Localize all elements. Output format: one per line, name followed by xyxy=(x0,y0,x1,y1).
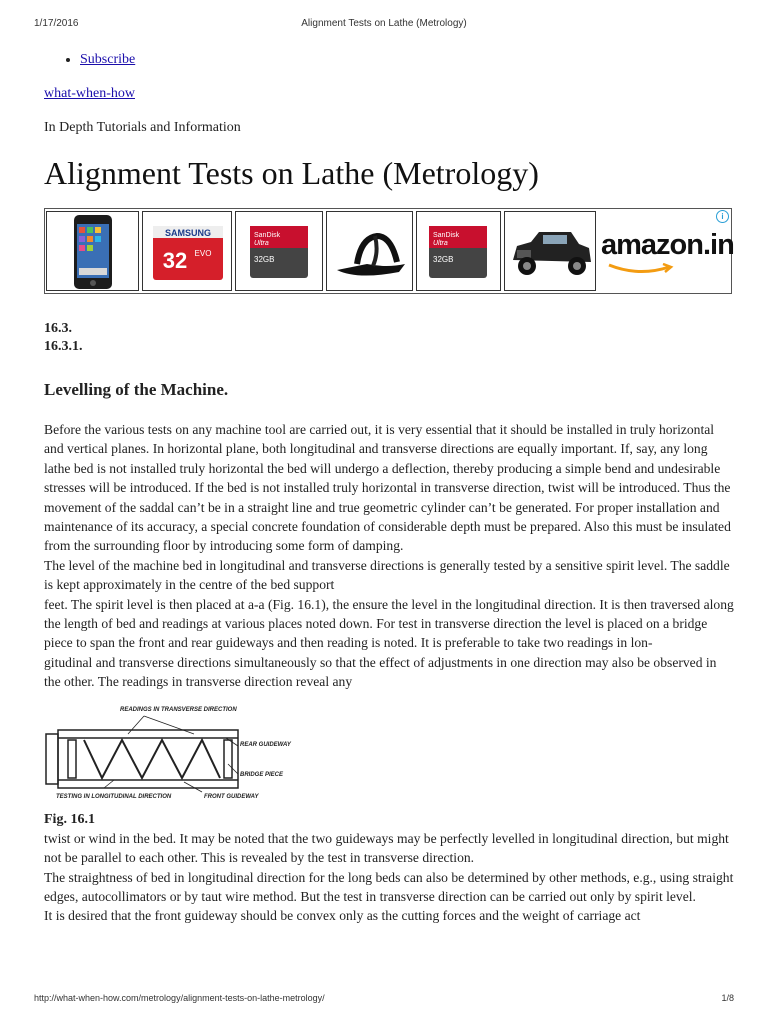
memory-card-icon xyxy=(236,212,323,291)
subscribe-link[interactable]: Subscribe xyxy=(80,52,136,67)
ad-sandal[interactable] xyxy=(326,211,413,291)
page-content xyxy=(44,52,734,926)
ad-sandisk-card[interactable] xyxy=(235,211,323,291)
subsection-number: 16.3.1. xyxy=(44,339,83,354)
sandisk-capacity: 32GB xyxy=(433,255,454,264)
site-name-link[interactable]: what-when-how xyxy=(44,86,135,101)
samsung-capacity: 32 xyxy=(162,248,188,273)
label-front-guideway: FRONT GUIDEWAY xyxy=(204,793,259,800)
section-heading: Levelling of the Machine. xyxy=(44,380,229,399)
samsung-model: EVO xyxy=(194,249,212,258)
subscribe-list xyxy=(44,52,734,68)
amazon-logo[interactable]: amazon.in xyxy=(601,229,734,262)
sandal-icon xyxy=(327,212,413,291)
amazon-smile-icon xyxy=(607,263,677,275)
figure-16-1 xyxy=(44,704,294,808)
phone-icon xyxy=(47,212,139,291)
article-title: Alignment Tests on Lathe (Metrology) xyxy=(44,155,539,191)
sandisk-label: SanDisk xyxy=(433,232,460,239)
subscribe-item xyxy=(80,52,734,68)
paragraph: feet. The spirit level is then placed at a-a (Fig. 16.1), the ensure the level in the longitudinal direction. It is then traversed along the length of bed and readings at various places noted down. For test in transverse direction the level is placed on a bridge piece to span the front and rear guideways and then reading is noted. It is preferable to take two readings in lon- xyxy=(44,596,734,651)
sandisk-label: SanDisk xyxy=(254,232,281,239)
lathe-bed-diagram xyxy=(44,704,294,808)
ad-phone[interactable] xyxy=(46,211,139,291)
sandisk-sub: Ultra xyxy=(254,240,269,247)
paragraph: The straightness of bed in longitudinal direction for the long beds can also be determined by other methods, e.g., using straight edges, autocollimators or by taut wire method. But the test in transverse direction can be carried out only by spirit level. xyxy=(44,869,734,904)
print-date: 1/17/2016 xyxy=(34,18,79,29)
label-rear-guideway: REAR GUIDEWAY xyxy=(240,741,291,748)
print-title: Alignment Tests on Lathe (Metrology) xyxy=(301,18,467,29)
ad-samsung-card[interactable] xyxy=(142,211,232,291)
paragraph: gitudinal and transverse directions simultaneously so that the effect of adjustments in one direction may also be observed in the other. The readings in transverse direction reveal any xyxy=(44,654,717,690)
sandisk-sub: Ultra xyxy=(433,240,448,247)
ad-toy-car[interactable] xyxy=(504,211,596,291)
figure-caption: Fig. 16.1 xyxy=(44,811,95,827)
label-testing: TESTING IN LONGITUDINAL DIRECTION xyxy=(56,793,172,800)
samsung-label: SAMSUNG xyxy=(164,228,212,238)
label-bridge-piece: BRIDGE PIECE xyxy=(240,771,284,778)
paragraph: It is desired that the front guideway should be convex only as the cutting forces and the weight of carriage act xyxy=(44,908,641,924)
memory-card-icon xyxy=(143,212,232,291)
ad-banner[interactable] xyxy=(44,208,732,294)
site-tagline: In Depth Tutorials and Information xyxy=(44,120,241,135)
paragraph: The level of the machine bed in longitudinal and transverse directions is generally tested by a sensitive spirit level. The saddle is kept approximately in the centre of the bed support xyxy=(44,557,730,593)
paragraph: Before the various tests on any machine tool are carried out, it is very essential that it should be installed in truly horizontal and vertical planes. In horizontal plane, both longitudinal and transverse directions are equally important. If, say, any long lathe bed is not installed truly horizontal the bed will undergo a deflection, thereby producing a simple bend and undesirable stresses will be introduced. If the bed is not installed truly horizontal in transverse direction, twist will be introduced. Thus the movement of the saddal can’t be in a straight line and true geometric cylinder can’t be generated. For proper installation and maintenance of its accuracy, a special concrete foundation of considerable depth must be prepared. Also this must be insulated from the surrounding floor by introducing some form of damping. xyxy=(44,422,731,554)
page-number: 1/8 xyxy=(721,993,734,1003)
label-readings: READINGS IN TRANSVERSE DIRECTION xyxy=(120,706,237,713)
footer-url: http://what-when-how.com/metrology/alignment-tests-on-lathe-metrology/ xyxy=(34,993,325,1003)
info-icon[interactable]: i xyxy=(716,210,729,223)
car-icon xyxy=(505,212,596,291)
print-footer xyxy=(34,993,734,1003)
sandisk-capacity: 32GB xyxy=(254,255,275,264)
ad-sandisk-card-2[interactable] xyxy=(416,211,501,291)
section-numbers xyxy=(44,320,734,356)
memory-card-icon xyxy=(417,212,501,291)
paragraph: twist or wind in the bed. It may be noted that the two guideways may be perfectly levelled in longitudinal direction, but might not be parallel to each other. This is revealed by the test in transverse direction. xyxy=(44,830,729,866)
section-number: 16.3. xyxy=(44,321,72,336)
